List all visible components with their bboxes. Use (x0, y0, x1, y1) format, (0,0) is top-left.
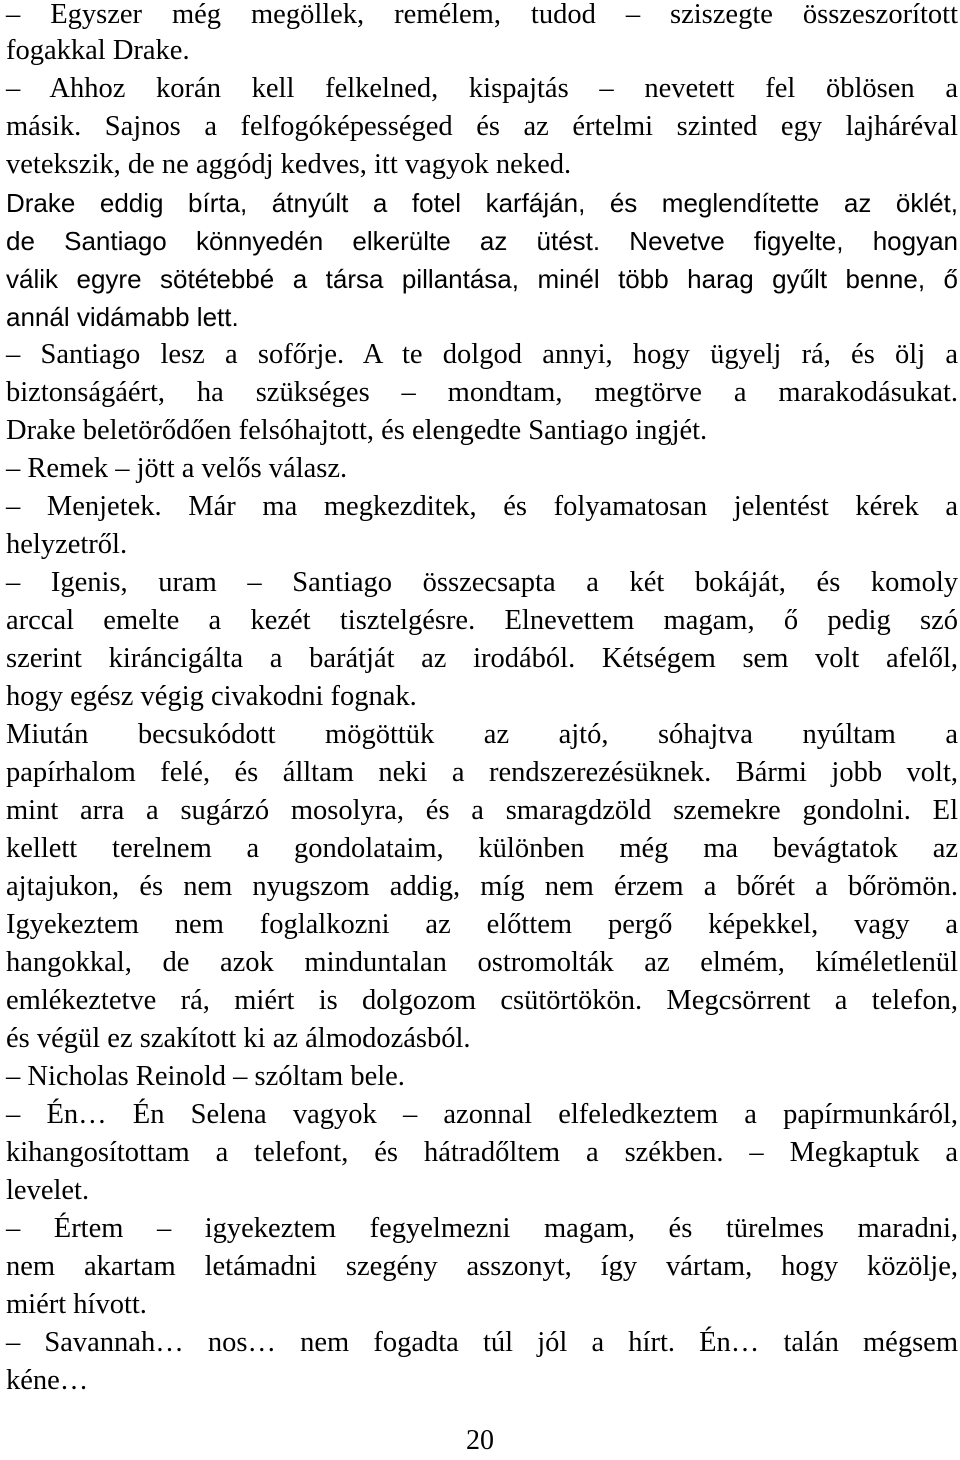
text-line: de Santiago könnyedén elkerülte az ütést. Nevetve figyelte, hogyan (6, 226, 958, 256)
text-line: biztonságáért, ha szükséges – mondtam, megtörve a marakodásukat. (6, 377, 958, 408)
text-line: – Én… Én Selena vagyok – azonnal elfeledkeztem a papírmunkáról, (6, 1099, 958, 1130)
text-line: vetekszik, de ne aggódj kedves, itt vagyok neked. (6, 149, 572, 180)
text-line: – Értem – igyekeztem fegyelmezni magam, és türelmes maradni, (6, 1213, 958, 1244)
text-line: fogakkal Drake. (6, 35, 190, 66)
text-line: annál vidámabb lett. (6, 302, 239, 332)
text-line: – Igenis, uram – Santiago összecsapta a két bokáját, és komoly (6, 567, 958, 598)
text-line: hogy egész végig civakodni fognak. (6, 681, 417, 712)
text-line: – Menjetek. Már ma megkezditek, és folyamatosan jelentést kérek a (6, 491, 958, 522)
text-line: Miután becsukódott mögöttük az ajtó, sóhajtva nyúltam a (6, 719, 958, 750)
text-line: ajtajukon, és nem nyugszom addig, míg nem érzem a bőrét a bőrömön. (6, 871, 958, 902)
text-line: kellett terelnem a gondolataim, különben még ma bevágtatok az (6, 833, 958, 864)
text-line: kihangosítottam a telefont, és hátradőltem a székben. – Megkaptuk a (6, 1137, 958, 1168)
text-line: Drake eddig bírta, átnyúlt a fotel karfáján, és meglendítette az öklét, (6, 188, 958, 218)
text-line: Igyekeztem nem foglalkozni az előttem pergő képekkel, vagy a (6, 909, 958, 940)
text-line: Drake beletörődően felsóhajtott, és elengedte Santiago ingjét. (6, 415, 708, 446)
text-line: nem akartam letámadni szegény asszonyt, így vártam, hogy közölje, (6, 1251, 958, 1282)
text-line: – Ahhoz korán kell felkelned, kispajtás – nevetett fel öblösen a (6, 73, 958, 104)
text-line: és végül ez szakított ki az álmodozásból. (6, 1023, 471, 1054)
page-number: 20 (466, 1425, 494, 1456)
text-line: mint arra a sugárzó mosolyra, és a smaragdzöld szemekre gondolni. El (6, 795, 958, 826)
text-line: arccal emelte a kezét tisztelgésre. Elnevettem magam, ő pedig szó (6, 605, 958, 636)
text-line: – Remek – jött a velős válasz. (6, 453, 348, 484)
text-line: miért hívott. (6, 1289, 147, 1320)
text-line: hangokkal, de azok minduntalan ostromolták az elmém, kíméletlenül (6, 947, 958, 978)
text-line: – Egyszer még megöllek, remélem, tudod – sziszegte összeszorított (6, 0, 958, 30)
text-line: válik egyre sötétebbé a társa pillantása, minél több harag gyűlt benne, ő (6, 264, 958, 294)
text-line: helyzetről. (6, 529, 128, 560)
text-line: – Nicholas Reinold – szóltam bele. (6, 1061, 405, 1092)
text-line: kéne… (6, 1365, 89, 1396)
text-line: emlékeztetve rá, miért is dolgozom csütörtökön. Megcsörrent a telefon, (6, 985, 958, 1016)
text-line: másik. Sajnos a felfogóképességed és az értelmi szinted egy lajháréval (6, 111, 958, 142)
text-line: – Savannah… nos… nem fogadta túl jól a hírt. Én… talán mégsem (6, 1327, 958, 1358)
text-line: szerint kiráncigálta a barátját az irodából. Kétségem sem volt afelől, (6, 643, 958, 674)
text-line: papírhalom felé, és álltam neki a rendszerezésüknek. Bármi jobb volt, (6, 757, 958, 788)
text-line: – Santiago lesz a sofőrje. A te dolgod annyi, hogy ügyelj rá, és ölj a (6, 339, 958, 370)
text-line: levelet. (6, 1175, 90, 1206)
